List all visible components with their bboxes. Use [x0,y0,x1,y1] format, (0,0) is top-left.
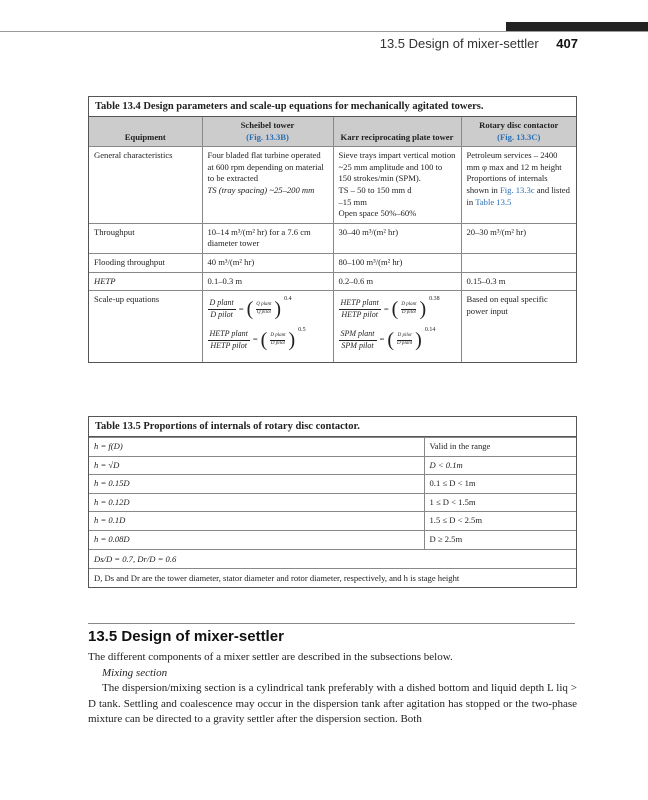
row-label: Flooding throughput [89,253,202,272]
cell-text: Petroleum services – 2400 mm φ max and 12 m height Proportions of internals shown in [466,150,562,195]
col-equipment: Equipment [89,117,202,147]
cell-right: Valid in the range [424,438,576,457]
cell-left: h = f(D) [89,438,424,457]
section-heading: 13.5 Design of mixer-settler [88,628,284,645]
col-scheibel-title: Scheibel tower [240,120,295,130]
paragraph: The different components of a mixer settler are described in the subsections below. [88,651,453,663]
cell-left: h = 0.15D [89,475,424,494]
eq-inner-num: D plant [270,333,285,341]
table-row [89,530,576,548]
cell-text: Four bladed flat turbine operated at 600 rpm depending on material to be extracted [207,150,324,184]
fig-13-3c-link[interactable]: (Fig. 13.3C) [497,131,541,142]
cell-rdc: 0.15–0.3 m [461,272,576,291]
table-13-5-ratio: Ds/D = 0.7, Dr/D = 0.6 [89,549,576,568]
eq-den: D pilot [210,309,233,319]
eq-inner-fraction [397,333,412,348]
table-13-5 [88,416,577,588]
running-header [380,36,578,51]
cell-text: TS – 50 to 150 mm d [338,184,412,195]
table-header-row [89,117,576,147]
cell-karr: 0.2–0.6 m [333,272,461,291]
eq-fraction [208,298,236,321]
eq-exponent: 0.38 [429,296,440,303]
cell-scheibel: 40 m³/(m² hr) [202,253,333,272]
cell-right: D ≥ 2.5m [424,530,576,548]
table-row [89,291,576,363]
col-rdc [461,117,576,147]
eq-inner-den: Q pilot [256,309,271,315]
cell-text: and listed in [466,184,570,207]
row-label: Scale-up equations [89,291,202,363]
col-scheibel [202,117,333,147]
eq-exponent: 0.4 [284,296,292,303]
cell-karr [333,291,461,363]
row-label: General characteristics [89,147,202,224]
subheading: Mixing section [102,666,168,679]
cell-rdc: 20–30 m³/(m² hr) [461,223,576,253]
col-karr: Karr reciprocating plate tower [333,117,461,147]
cell-rdc [461,147,576,224]
scheibel-eq-2: $\frac{\text{HETP plant}}{\text{HETP pilot}}$ = ( D plant D pilot ) $^{0.5}$ [209,326,306,352]
cell-left: h = 0.08D [89,530,424,548]
eq-num: D plant [208,298,236,310]
eq-fraction [339,298,381,321]
eq-inner-num: D pilot [397,333,412,341]
table-13-4-grid [89,117,576,362]
row-label: Throughput [89,223,202,253]
eq-fraction [208,329,250,352]
eq-den: HETP pilot [341,309,378,319]
eq-inner-den: D plant [397,340,413,346]
cell-right: 0.1 ≤ D < 1m [424,475,576,494]
eq-exponent: 0.14 [424,326,436,333]
table-13-5-caption: Table 13.5 Proportions of internals of rotary disc contactor. [89,417,576,437]
table-row [89,512,576,531]
cell-scheibel: 10–14 m³/(m² hr) for a 7.6 cm diameter tower [202,223,333,253]
cell-right: D < 0.1m [424,456,576,475]
table-row [89,456,576,475]
cell-right: 1.5 ≤ D < 2.5m [424,512,576,531]
col-rdc-title: Rotary disc contactor [479,120,559,130]
eq-inner-num: Q plant [256,302,271,310]
cell-rdc: Based on equal specific power input [461,291,576,363]
cell-left: h = 0.12D [89,493,424,512]
eq-inner-fraction [270,333,285,348]
header-rule [0,31,648,32]
eq-num: HETP plant [339,298,381,310]
row-label: HETP [89,272,202,291]
cell-karr: 30–40 m³/(m² hr) [333,223,461,253]
table-13-5-footnote: D, Ds and Dr are the tower diameter, stator diameter and rotor diameter, respectively, and h is stage height [89,568,576,587]
running-header-section: 13.5 Design of mixer-settler [379,36,539,51]
eq-inner-num: D plant [401,302,416,310]
eq-num: HETP plant [208,329,250,341]
cell-rdc [461,253,576,272]
cell-left: h = 0.1D [89,512,424,531]
fig-13-3b-link[interactable]: (Fig. 13.3B) [246,131,289,142]
eq-den: HETP pilot [210,340,247,350]
eq-inner-fraction [256,302,271,317]
karr-eq-2: $\frac{\text{SPM plant}}{\text{SPM pilot}}$ = ( D pilot D plant ) $^{0.14}$ [340,326,436,352]
paragraph: The dispersion/mixing section is a cylindrical tank preferably with a dished bottom and liquid depth L liq > D tank. Settling and coalescence may occur in the dispersion tank after agitation has stopped or the two-phase mixture can be directed to a gravity settler after the dispersion section. Both [88,682,577,725]
section-rule [88,623,575,624]
karr-eq-1: $\frac{\text{HETP plant}}{\text{HETP pilot}}$ = ( D plant D pilot ) $^{0.38}$ [340,296,440,321]
cell-text: Open space 50%–60% [338,208,417,219]
fig-13-3c-inline-link[interactable]: Fig. 13.3c [499,184,535,195]
cell-scheibel [202,147,333,224]
cell-scheibel [202,291,333,363]
eq-num: SPM plant [339,329,377,341]
cell-text: Sieve trays impart vertical motion ~25 mm amplitude and 100 to 150 strokes/min (SPM). [338,150,456,184]
table-row [89,253,576,272]
table-row [89,147,576,224]
cell-right: 1 ≤ D < 1.5m [424,493,576,512]
cell-text: TS (tray spacing) ~25–200 mm [207,184,315,195]
cell-text: –15 mm [338,196,367,207]
table-13-5-link[interactable]: Table 13.5 [475,196,512,207]
page-number: 407 [556,36,578,51]
eq-den: SPM pilot [341,340,374,350]
table-row [89,438,576,457]
cell-karr [333,147,461,224]
table-row [89,475,576,494]
table-13-4 [88,96,577,363]
cell-karr: 80–100 m³/(m² hr) [333,253,461,272]
table-row [89,223,576,253]
eq-fraction [339,329,377,352]
table-row [89,493,576,512]
cell-left: h = √D [89,456,424,475]
table-row [89,272,576,291]
table-13-5-grid [89,437,576,549]
body-text [88,650,577,728]
table-13-4-caption: Table 13.4 Design parameters and scale-up equations for mechanically agitated towers. [89,97,576,117]
cell-scheibel: 0.1–0.3 m [202,272,333,291]
eq-inner-fraction [401,302,416,317]
eq-exponent: 0.5 [298,326,306,333]
eq-inner-den: D pilot [270,340,285,346]
eq-inner-den: D pilot [401,309,416,315]
scheibel-eq-1: $\frac{\text{D plant}}{\text{D pilot}}$ = ( Q plant Q pilot ) $^{0.4}$ [209,296,292,321]
